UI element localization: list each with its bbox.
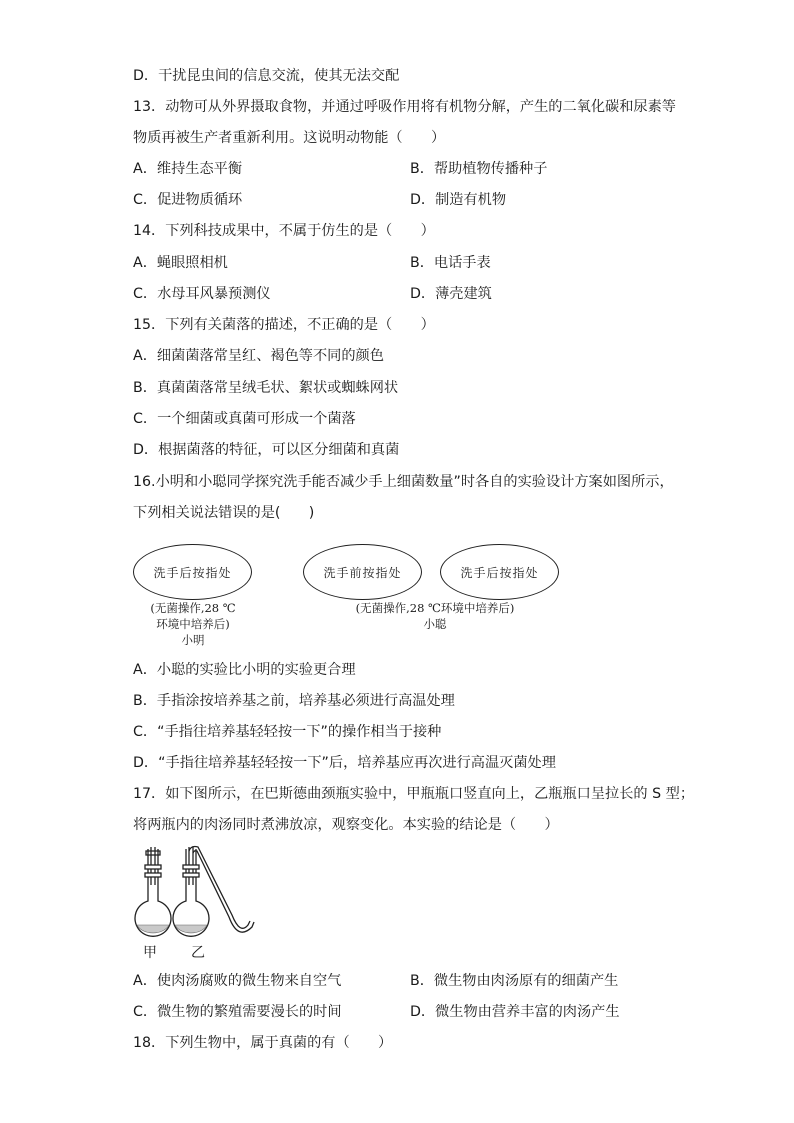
xiaocong-caption-line1: (无菌操作,28 ℃环境中培养后) [355,601,515,615]
q13-option-a: A．维持生态平衡 [133,161,243,177]
q15-option-c: C．一个细菌或真菌可形成一个菌落 [133,411,356,427]
q13-option-d: D．制造有机物 [410,192,507,208]
xiaoming-dish-label: 洗手后按指处 [153,565,232,580]
q16-option-c: C．“手指往培养基轻轻按一下”的操作相当于接种 [133,724,442,740]
xiaocong-caption [330,600,540,632]
flask-jia [135,847,171,936]
q13-option-c: C．促进物质循环 [133,192,243,208]
q18-stem: 18．下列生物中，属于真菌的有（ ） [133,1035,393,1051]
flask-yi [173,847,254,937]
xiaocong-name: 小聪 [423,617,447,631]
q16-stem-line2: 下列相关说法错误的是( ) [133,505,315,521]
q13-stem-line1: 13．动物可从外界摄取食物，并通过呼吸作用将有机物分解，产生的二氧化碳和尿素等 [133,99,676,115]
xiaocong-dish-after-label: 洗手后按指处 [460,565,539,580]
q13-option-b: B．帮助植物传播种子 [410,161,548,177]
q15-option-d: D．根据菌落的特征，可以区分细菌和真菌 [133,442,400,458]
xiaoming-name: 小明 [181,633,205,647]
q14-option-d: D．薄壳建筑 [410,286,492,302]
xiaocong-dish-before [303,544,422,600]
flask-yi-label: 乙 [191,945,205,961]
xiaoming-dish [133,544,252,600]
q16-option-b: B．手指涂按培养基之前，培养基必须进行高温处理 [133,693,455,709]
q17-stem-line1: 17．如下图所示，在巴斯德曲颈瓶实验中，甲瓶瓶口竖直向上，乙瓶瓶口呈拉长的 S 型； [133,786,695,802]
pasteur-flasks-figure [128,845,258,945]
q17-option-c: C．微生物的繁殖需要漫长的时间 [133,1004,342,1020]
q13-stem-line2: 物质再被生产者重新利用。这说明动物能（ ） [133,130,446,146]
q17-option-a: A．使肉汤腐败的微生物来自空气 [133,973,342,989]
q16-stem-line1: 16.小明和小聪同学探究洗手能否减少手上细菌数量”时各自的实验设计方案如图所示， [133,474,674,490]
q17-option-d: D．微生物由营养丰富的肉汤产生 [410,1004,620,1020]
q16-option-d: D．“手指往培养基轻轻按一下”后，培养基应再次进行高温灭菌处理 [133,755,556,771]
xiaoming-caption-line2: 环境中培养后) [156,617,230,631]
q16-option-a: A．小聪的实验比小明的实验更合理 [133,662,356,678]
q15-option-a: A．细菌菌落常呈红、褐色等不同的颜色 [133,348,384,364]
q17-option-b: B．微生物由肉汤原有的细菌产生 [410,973,619,989]
xiaoming-caption [128,600,258,648]
flask-jia-label: 甲 [143,945,157,961]
q14-stem: 14．下列科技成果中，不属于仿生的是（ ） [133,223,435,239]
q14-option-b: B．电话手表 [410,255,491,271]
q14-option-a: A．蝇眼照相机 [133,255,228,271]
q12-option-d: D．干扰昆虫间的信息交流，使其无法交配 [133,68,400,84]
xiaocong-dish-before-label: 洗手前按指处 [323,565,402,580]
q17-stem-line2: 将两瓶内的肉汤同时煮沸放凉，观察变化。本实验的结论是（ ） [133,817,559,833]
xiaocong-dish-after [440,544,559,600]
q14-option-c: C．水母耳风暴预测仪 [133,286,271,302]
q15-stem: 15．下列有关菌落的描述，不正确的是（ ） [133,317,435,333]
q15-option-b: B．真菌菌落常呈绒毛状、絮状或蜘蛛网状 [133,380,399,396]
xiaoming-caption-line1: (无菌操作,28 ℃ [150,601,236,615]
